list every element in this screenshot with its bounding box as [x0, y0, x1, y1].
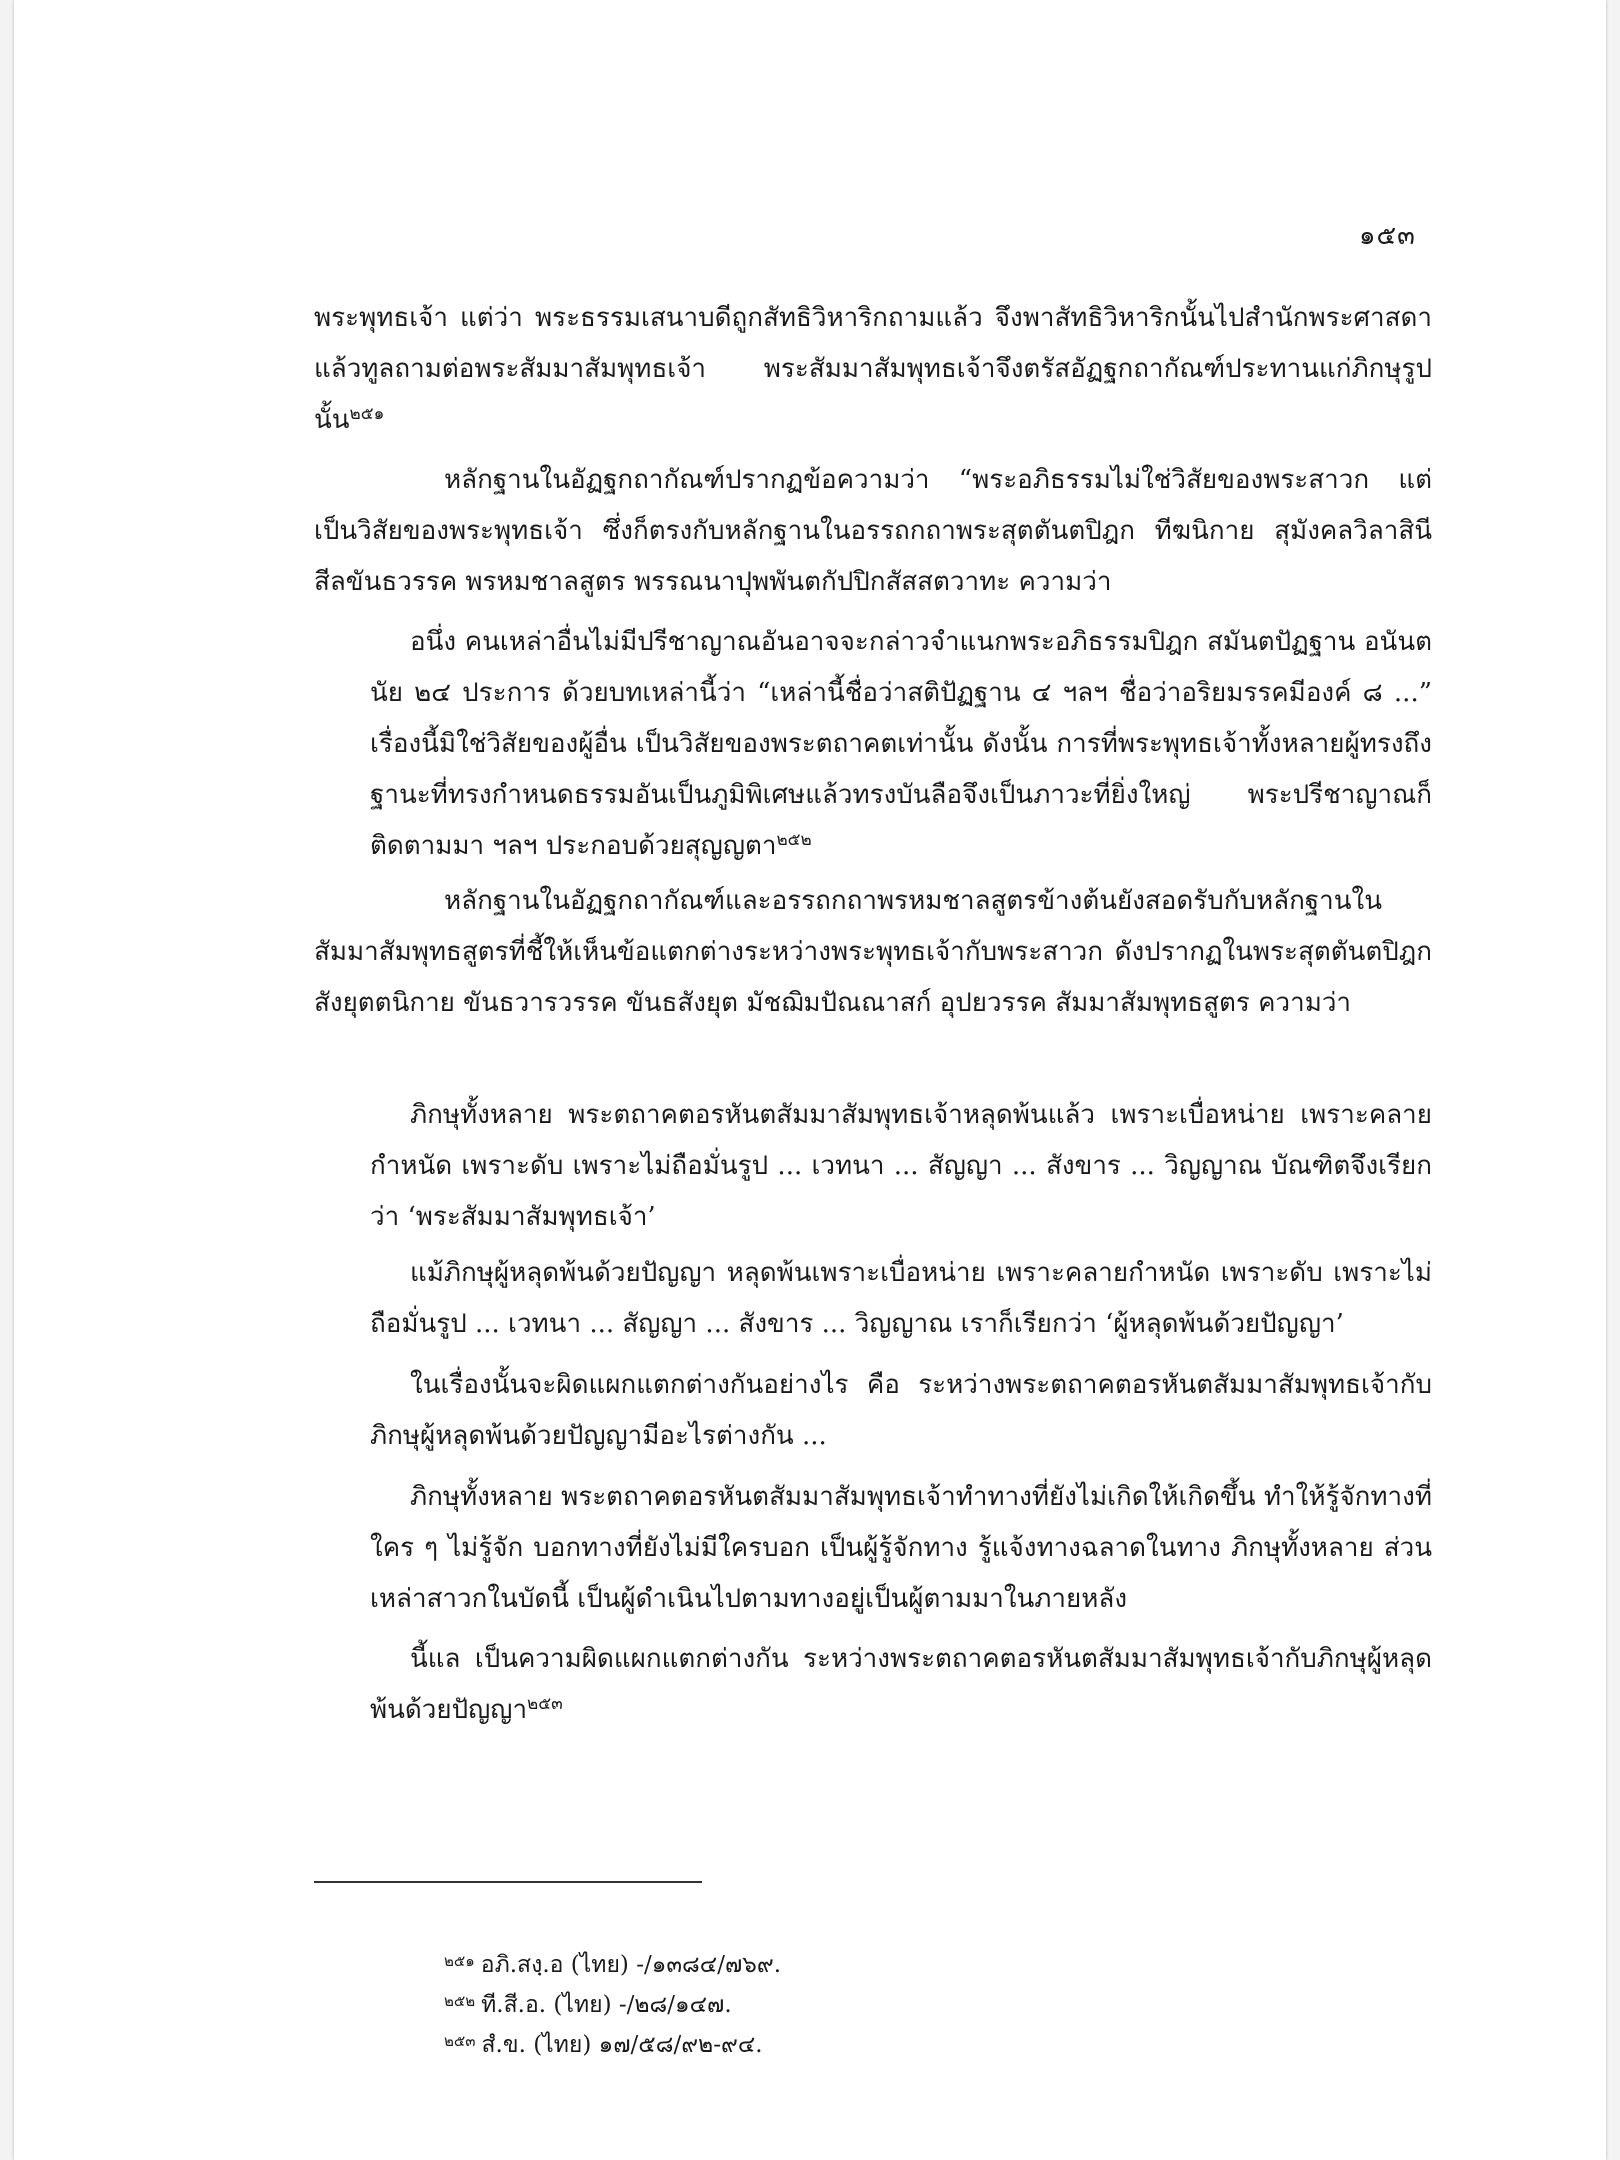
quote-3 [370, 1248, 1432, 1350]
quote-1-text: อนึ่ง คนเหล่าอื่นไม่มีปรีชาญาณอันอาจจะกล่าวจำแนกพระอภิธรรมปิฎก สมันตปัฏฐาน อนันตนัย ๒๔ ประการ ด้วยบทเหล่านี้ว่า “เหล่านี้ชื่อว่าสติปัฏฐาน ๔ ฯลฯ ชื่อว่าอริยมรรคมีองค์ ๘ ...” เรื่องนี้มิใช่วิสัยของผู้อื่น เป็นวิสัยของพระตถาคตเท่านั้น ดังนั้น การที่พระพุทธเจ้าทั้งหลายผู้ทรงถึงฐานะที่ทรงกำหนดธรรมอันเป็นภูมิพิเศษแล้วทรงบันลือจึงเป็นภาวะที่ยิ่งใหญ่ พระปรีชาญาณก็ติดตามมา ฯลฯ ประกอบด้วยสุญญตา [370, 627, 1432, 861]
footnote-1-text: อภิ.สงฺ.อ (ไทย) -/๑๓๘๔/๗๖๙. [480, 1952, 782, 1978]
quote-2-text: ภิกษุทั้งหลาย พระตถาคตอรหันตสัมมาสัมพุทธเจ้าหลุดพ้นแล้ว เพราะเบื่อหน่าย เพราะคลายกำหนัด เพราะดับ เพราะไม่ถือมั่นรูป ... เวทนา ... สัญญา ... สังขาร ... วิญญาณ บัณฑิตจึงเรียกว่า ‘พระสัมมาสัมพุทธเจ้า’ [370, 1100, 1432, 1232]
footnote-ref-253: ๒๕๓ [527, 1694, 563, 1714]
paragraph-2 [314, 455, 1432, 608]
quote-5-text: ภิกษุทั้งหลาย พระตถาคตอรหันตสัมมาสัมพุทธเจ้าทำทางที่ยังไม่เกิดให้เกิดขึ้น ทำให้รู้จักทางที่ใคร ๆ ไม่รู้จัก บอกทางที่ยังไม่มีใครบอก เป็นผู้รู้จักทาง รู้แจ้งทางฉลาดในทาง ภิกษุทั้งหลาย ส่วนเหล่าสาวกในบัดนี้ เป็นผู้ดำเนินไปตามทางอยู่เป็นผู้ตามมาในภายหลัง [370, 1482, 1432, 1614]
quote-4 [370, 1360, 1432, 1462]
paragraph-3-text: หลักฐานในอัฏฐกถากัณฑ์และอรรถกถาพรหมชาลสูตรข้างต้นยังสอดรับกับหลักฐานในสัมมาสัมพุทธสูตรที่ชี้ให้เห็นข้อแตกต่างระหว่างพระพุทธเจ้ากับพระสาวก ดังปรากฏในพระสุตตันตปิฎก สังยุตตนิกาย ขันธวารวรรค ขันธสังยุต มัชฌิมปัณณาสก์ อุปยวรรค สัมมาสัมพุทธสูตร ความว่า [314, 886, 1432, 1018]
footnote-3-number: ๒๕๓ [444, 2032, 476, 2050]
footnote-3-text: สํ.ข. (ไทย) ๑๗/๕๘/๙๒-๙๔. [481, 2032, 763, 2058]
footnote-2-number: ๒๕๒ [444, 1992, 476, 2010]
quote-5 [370, 1472, 1432, 1625]
paragraph-3 [314, 876, 1432, 1029]
quote-1 [370, 617, 1432, 872]
footnote-divider [314, 1881, 702, 1883]
footnote-ref-252: ๒๕๒ [776, 830, 812, 850]
quote-2 [370, 1090, 1432, 1243]
quote-6-text: นี้แล เป็นความผิดแผกแตกต่างกัน ระหว่างพระตถาคตอรหันตสัมมาสัมพุทธเจ้ากับภิกษุผู้หลุดพ้นด้วยปัญญา [370, 1644, 1432, 1725]
paragraph-1 [314, 293, 1432, 446]
quote-3-text: แม้ภิกษุผู้หลุดพ้นด้วยปัญญา หลุดพ้นเพราะเบื่อหน่าย เพราะคลายกำหนัด เพราะดับ เพราะไม่ถือมั่นรูป ... เวทนา ... สัญญา ... สังขาร ... วิญญาณ เราก็เรียกว่า ‘ผู้หลุดพ้นด้วยปัญญา’ [370, 1258, 1432, 1339]
paragraph-1-text: พระพุทธเจ้า แต่ว่า พระธรรมเสนาบดีถูกสัทธิวิหาริกถามแล้ว จึงพาสัทธิวิหาริกนั้นไปสำนักพระศาสดา แล้วทูลถามต่อพระสัมมาสัมพุทธเจ้า พระสัมมาสัมพุทธเจ้าจึงตรัสอัฏฐกถากัณฑ์ประทานแก่ภิกษุรูปนั้น [314, 303, 1432, 435]
quote-4-text: ในเรื่องนั้นจะผิดแผกแตกต่างกันอย่างไร คือ ระหว่างพระตถาคตอรหันตสัมมาสัมพุทธเจ้ากับภิกษุผู้หลุดพ้นด้วยปัญญามีอะไรต่างกัน ... [370, 1370, 1432, 1451]
footnote-ref-251: ๒๕๑ [349, 404, 385, 424]
paragraph-2-text: หลักฐานในอัฏฐกถากัณฑ์ปรากฏข้อความว่า “พระอภิธรรมไม่ใช่วิสัยของพระสาวก แต่เป็นวิสัยของพระพุทธเจ้า ซึ่งก็ตรงกับหลักฐานในอรรถกถาพระสุตตันตปิฎก ทีฆนิกาย สุมังคลวิลาสินี สีลขันธวรรค พรหมชาลสูตร พรรณนาปุพพันตกัปปิกสัสสตวาทะ ความว่า [314, 465, 1432, 597]
footnote-3 [444, 2028, 763, 2062]
document-page [14, 0, 1606, 2160]
footnote-1-number: ๒๕๑ [444, 1952, 475, 1970]
footnote-2-text: ที.สี.อ. (ไทย) -/๒๘/๑๔๗. [481, 1992, 732, 2018]
footnote-1 [444, 1948, 781, 1982]
quote-6 [370, 1634, 1432, 1736]
page-number: ๑๕๓ [1359, 221, 1416, 251]
footnote-2 [444, 1988, 732, 2022]
